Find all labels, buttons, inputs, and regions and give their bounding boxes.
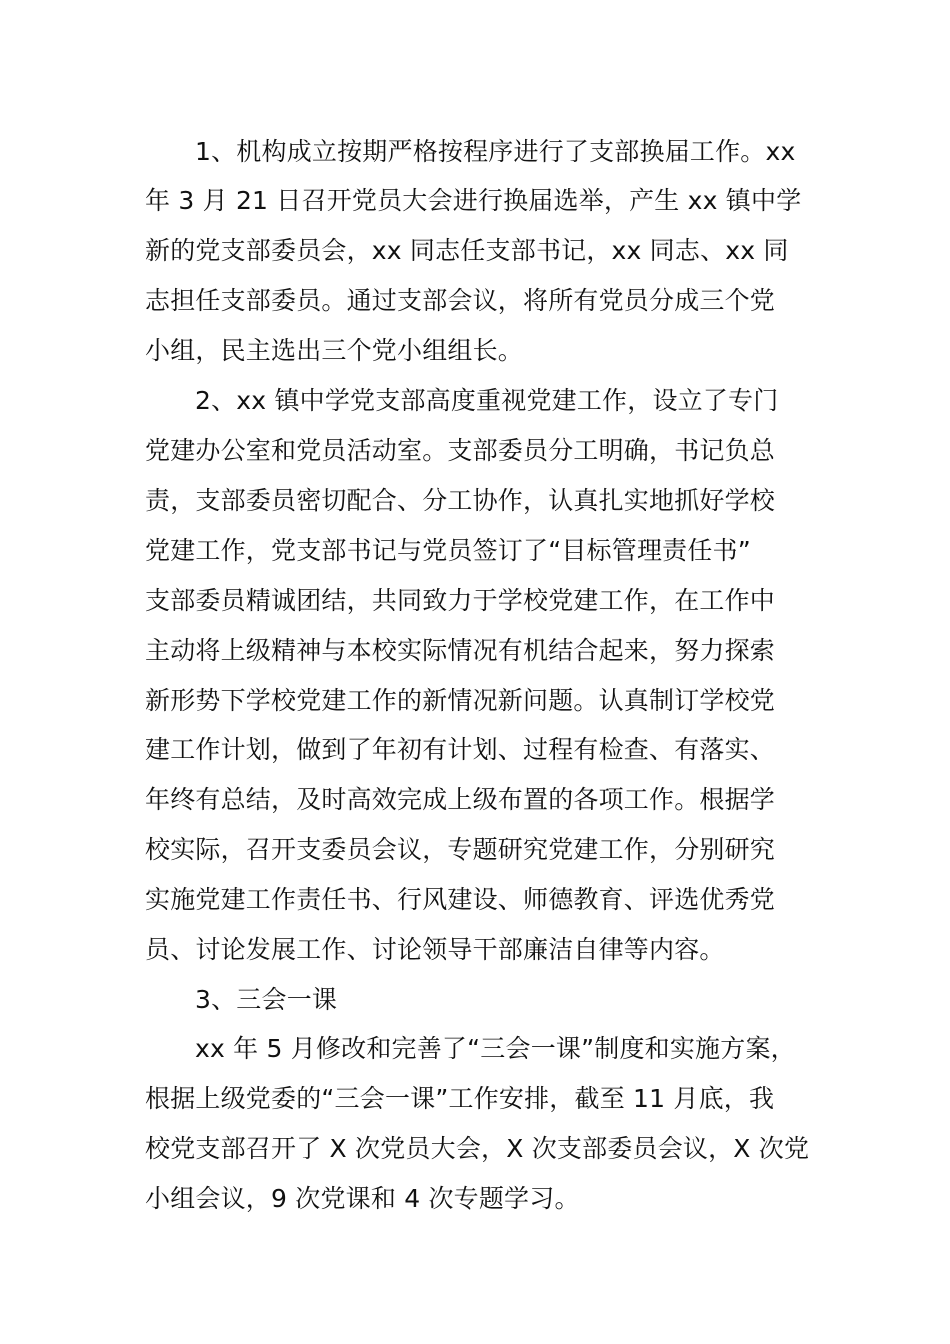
paragraph-2-line-12: 员、讨论发展工作、讨论领导干部廉洁自律等内容。 xyxy=(145,935,725,964)
paragraph-4-line-1: xx 年 5 月修改和完善了“三会一课”制度和实施方案， xyxy=(195,1034,796,1063)
paragraph-2-line-4: 党建工作，党支部书记与党员签订了“目标管理责任书” xyxy=(145,536,751,565)
paragraph-1-line-5: 小组，民主选出三个党小组组长。 xyxy=(145,336,524,365)
paragraph-2-line-7: 新形势下学校党建工作的新情况新问题。认真制订学校党 xyxy=(145,686,776,715)
paragraph-2-line-10: 校实际，召开支委员会议，专题研究党建工作，分别研究 xyxy=(145,835,776,864)
section-heading-three-meetings: 3、三会一课 xyxy=(195,985,338,1014)
paragraph-2-line-3: 责，支部委员密切配合、分工协作，认真扎实地抓好学校 xyxy=(145,486,776,515)
paragraph-1-line-2: 年 3 月 21 日召开党员大会进行换届选举，产生 xx 镇中学 xyxy=(145,186,802,215)
paragraph-4-line-3: 校党支部召开了 X 次党员大会，X 次支部委员会议，X 次党 xyxy=(145,1134,810,1163)
paragraph-1-line-1: 1、机构成立按期严格按程序进行了支部换届工作。xx xyxy=(195,137,796,166)
paragraph-2-line-11: 实施党建工作责任书、行风建设、师德教育、评选优秀党 xyxy=(145,885,776,914)
paragraph-2-line-6: 主动将上级精神与本校实际情况有机结合起来，努力探索 xyxy=(145,636,776,665)
paragraph-2-line-1: 2、xx 镇中学党支部高度重视党建工作，设立了专门 xyxy=(195,386,779,415)
paragraph-2-line-8: 建工作计划，做到了年初有计划、过程有检查、有落实、 xyxy=(145,735,776,764)
paragraph-1-line-4: 志担任支部委员。通过支部会议，将所有党员分成三个党 xyxy=(145,286,776,315)
paragraph-4-line-2: 根据上级党委的“三会一课”工作安排，截至 11 月底，我 xyxy=(145,1084,775,1113)
paragraph-2-line-5: 支部委员精诚团结，共同致力于学校党建工作，在工作中 xyxy=(145,586,776,615)
paragraph-2-line-2: 党建办公室和党员活动室。支部委员分工明确，书记负总 xyxy=(145,436,776,465)
paragraph-2-line-9: 年终有总结，及时高效完成上级布置的各项工作。根据学 xyxy=(145,785,776,814)
paragraph-1-line-3: 新的党支部委员会，xx 同志任支部书记，xx 同志、xx 同 xyxy=(145,236,789,265)
paragraph-4-line-4: 小组会议，9 次党课和 4 次专题学习。 xyxy=(145,1184,580,1213)
